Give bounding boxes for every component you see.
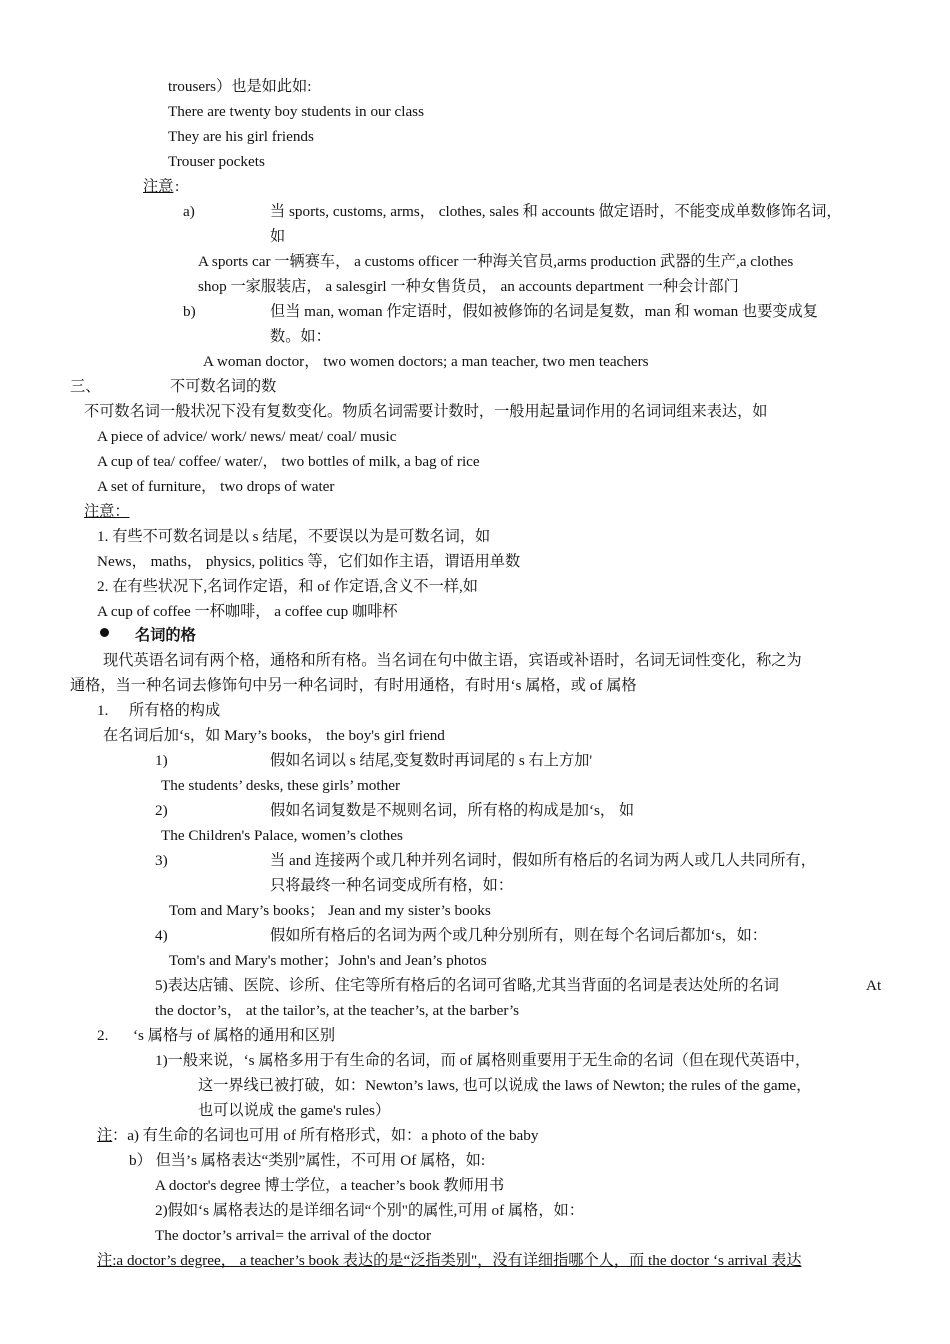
example-line: A woman doctor， two women doctors; a man teacher, two men teachers — [203, 353, 649, 370]
text-line: 数。如： — [270, 328, 331, 345]
text-line: 5)表达店铺、医院、诊所、住宅等所有格后的名词可省略,尤其当背面的名词是表达处所的名词 — [155, 977, 779, 994]
text-line: 假如名词以 s 结尾,变复数时再词尾的 s 右上方加' — [270, 752, 593, 769]
list-marker: 2) — [155, 802, 168, 819]
subsection-heading: 所有格的构成 — [129, 702, 221, 719]
text-line: At — [866, 977, 882, 994]
example-line: A piece of advice/ work/ news/ meat/ coal/ music — [97, 428, 397, 445]
example-line: The Children's Palace, women’s clothes — [161, 827, 403, 844]
example-line: the doctor’s， at the tailor’s, at the teacher’s, at the barber’s — [155, 1002, 520, 1019]
example-line: A cup of coffee 一杯咖啡， a coffee cup 咖啡杯 — [97, 603, 398, 620]
text-line: News， maths， physics, politics 等，它们如作主语，谓语用单数 — [97, 553, 521, 570]
text-line: ：a) 有生命的名词也可用 of 所有格形式，如：a photo of the baby — [112, 1127, 539, 1144]
text-line: 假如所有格后的名词为两个或几种分别所有，则在每个名词后都加‘s，如： — [270, 927, 767, 944]
section-heading: 不可数名词的数 — [170, 378, 277, 395]
list-marker: 1. — [97, 702, 109, 719]
text-line: 1)一般来说，‘s 属格多用于有生命的名词，而 of 属格则重要用于无生命的名词（但在现代英语中， — [155, 1052, 811, 1069]
bullet-icon — [100, 628, 109, 637]
text-line: 2)假如‘s 属格表达的是详细名词“个别"的属性,可用 of 属格，如： — [155, 1202, 584, 1219]
text-line: trousers）也是如此如: — [168, 78, 312, 95]
text-line: 当 and 连接两个或几种并列名词时，假如所有格后的名词为两人或几人共同所有， — [270, 852, 816, 869]
text-line: 但当 man, woman 作定语时，假如被修饰的名词是复数，man 和 woman 也要变成复 — [270, 303, 818, 320]
note-label: 注意： — [84, 503, 130, 520]
example-line: A cup of tea/ coffee/ water/， two bottles of milk, a bag of rice — [97, 453, 480, 470]
note-label: 注意 — [143, 178, 174, 195]
subsection-heading: ‘s 属格与 of 属格的通用和区别 — [133, 1027, 336, 1044]
example-line: There are twenty boy students in our class — [168, 103, 425, 120]
text-line: 在名词后加‘s，如 Mary’s books， the boy's girl friend — [103, 727, 445, 744]
text-line: 1. 有些不可数名词是以 s 结尾，不要误以为是可数名词，如 — [97, 528, 491, 545]
list-marker: 4) — [155, 927, 168, 944]
example-line: The doctor’s arrival= the arrival of the doctor — [155, 1227, 432, 1244]
note-label: 注 — [97, 1127, 113, 1144]
example-line: A sports car 一辆赛车， a customs officer 一种海关官员,arms production 武器的生产,a clothes — [198, 253, 794, 270]
list-marker: 1) — [155, 752, 168, 769]
example-line: shop 一家服装店， a salesgirl 一种女售货员， an accounts department 一种会计部门 — [198, 278, 739, 295]
example-line: A doctor's degree 博士学位，a teacher’s book 教师用书 — [155, 1177, 505, 1194]
list-marker: 3) — [155, 852, 168, 869]
paragraph-line: 现代英语名词有两个格，通格和所有格。当名词在句中做主语，宾语或补语时，名词无词性变化，称之为 — [103, 652, 802, 669]
section-number: 三、 — [70, 378, 101, 395]
paragraph-line: 通格，当一种名词去修饰句中另一种名词时，有时用通格，有时用‘s 属格，或 of 属格 — [70, 677, 637, 694]
text-line: 假如名词复数是不规则名词，所有格的构成是加‘s， 如 — [270, 802, 635, 819]
list-marker: 2. — [97, 1027, 109, 1044]
example-line: Tom's and Mary's mother；John's and Jean’s photos — [169, 952, 487, 969]
text-line: 如 — [270, 228, 286, 245]
example-line: Tom and Mary’s books； Jean and my sister’s books — [169, 902, 491, 919]
example-line: The students’ desks, these girls’ mother — [161, 777, 401, 794]
section-heading: 名词的格 — [135, 627, 196, 644]
example-line: Trouser pockets — [168, 153, 265, 170]
note-line: 注:a doctor’s degree， a teacher’s book 表达的是“泛指类别"，没有详细指哪个人，而 the doctor ‘s arrival 表达 — [97, 1252, 802, 1269]
text-line: 这一界线已被打破，如：Newton’s laws, 也可以说成 the laws of Newton; the rules of the game， — [198, 1077, 812, 1094]
list-marker: b) — [183, 303, 196, 320]
example-line: They are his girl friends — [168, 128, 314, 145]
text-line: b） 但当’s 属格表达“类别”属性，不可用 Of 属格，如: — [129, 1152, 486, 1169]
paragraph-line: 不可数名词一般状况下没有复数变化。物质名词需要计数时，一般用起量词作用的名词词组来表达，如 — [84, 403, 768, 420]
text-line: 也可以说成 the game's rules） — [198, 1102, 391, 1119]
note-colon: : — [175, 178, 180, 195]
example-line: A set of furniture， two drops of water — [97, 478, 335, 495]
list-marker: a) — [183, 203, 195, 220]
text-line: 2. 在有些状况下,名词作定语，和 of 作定语,含义不一样,如 — [97, 578, 478, 595]
text-line: 只将最终一种名词变成所有格，如： — [270, 877, 513, 894]
text-line: 当 sports, customs, arms， clothes, sales 和 accounts 做定语时，不能变成单数修饰名词， — [270, 203, 842, 220]
